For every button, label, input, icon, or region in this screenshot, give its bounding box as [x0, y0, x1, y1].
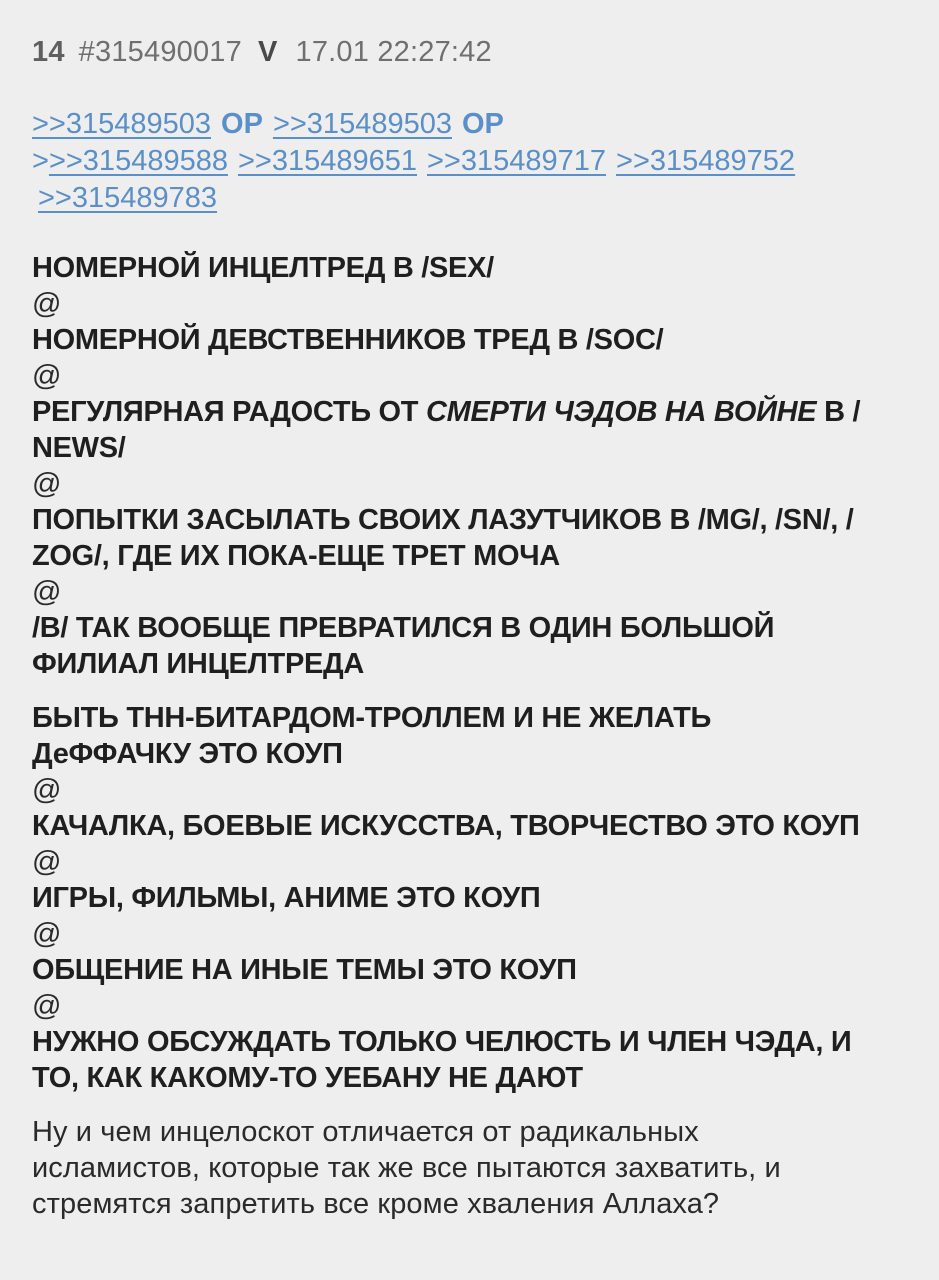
- paragraph-gap: [32, 682, 907, 700]
- at-separator: @: [32, 468, 62, 500]
- body-line: ИГРЫ, ФИЛЬМЫ, АНИМЕ ЭТО КОУП: [32, 882, 541, 914]
- reply-link[interactable]: >>315489503: [272, 108, 452, 140]
- reply-links: [32, 106, 892, 217]
- reply-line-3: [32, 180, 892, 217]
- body-line: ДеФФАЧКУ ЭТО КОУП: [32, 738, 343, 770]
- reply-stray-marker: >: [32, 145, 49, 177]
- at-separator: @: [32, 774, 62, 806]
- at-separator: @: [32, 576, 62, 608]
- reply-link[interactable]: >>315489588: [48, 145, 228, 177]
- at-separator: @: [32, 846, 62, 878]
- reply-link[interactable]: >>315489752: [616, 145, 796, 177]
- post-body: [32, 250, 907, 1222]
- body-line: ФИЛИАЛ ИНЦЕЛТРЕДА: [32, 648, 365, 680]
- at-separator: @: [32, 918, 62, 950]
- at-separator: @: [32, 990, 62, 1022]
- body-line: НОМЕРНОЙ ИНЦЕЛТРЕД В /SEX/: [32, 252, 494, 284]
- body-line: БЫТЬ ТНН-БИТАРДОМ-ТРОЛЛЕМ И НЕ ЖЕЛАТЬ: [32, 702, 712, 734]
- reply-link[interactable]: >>315489503: [32, 108, 212, 140]
- at-separator: @: [32, 360, 62, 392]
- reply-link[interactable]: >>315489717: [427, 145, 607, 177]
- body-text: В /: [816, 396, 861, 428]
- body-italic-text: СМЕРТИ ЧЭДОВ НА ВОЙНЕ: [425, 396, 817, 428]
- body-line: ZOG/, ГДЕ ИХ ПОКА-ЕЩЕ ТРЕТ МОЧА: [32, 540, 560, 572]
- body-line: /B/ ТАК ВООБЩЕ ПРЕВРАТИЛСЯ В ОДИН БОЛЬШОЙ: [32, 612, 775, 644]
- op-tag: OP: [221, 108, 263, 140]
- body-text: РЕГУЛЯРНАЯ РАДОСТЬ ОТ: [32, 396, 426, 428]
- caps-block-2: [32, 700, 907, 1096]
- reply-link[interactable]: >>315489783: [38, 182, 218, 214]
- body-line: КАЧАЛКА, БОЕВЫЕ ИСКУССТВА, ТВОРЧЕСТВО ЭТО КОУП: [32, 810, 860, 842]
- body-line: стремятся запретить все кроме хваления Аллаха?: [32, 1188, 720, 1220]
- post-header: [32, 36, 909, 76]
- body-line: NEWS/: [32, 432, 126, 464]
- body-line: ПОПЫТКИ ЗАСЫЛАТЬ СВОИХ ЛАЗУТЧИКОВ В /MG/, /SN/, /: [32, 504, 854, 536]
- reply-line-1: [32, 106, 892, 143]
- body-line: ОБЩЕНИЕ НА ИНЫЕ ТЕМЫ ЭТО КОУП: [32, 954, 577, 986]
- op-tag: OP: [461, 108, 504, 140]
- post-number[interactable]: #315490017: [78, 36, 242, 68]
- at-separator: @: [32, 288, 62, 320]
- verified-mark-icon: V: [257, 36, 278, 68]
- caps-block-1: [32, 250, 907, 682]
- post-index: 14: [32, 36, 65, 68]
- body-line: НОМЕРНОЙ ДЕВСТВЕННИКОВ ТРЕД В /SOC/: [32, 324, 664, 356]
- body-line: Ну и чем инцелоскот отличается от радикальных: [32, 1116, 699, 1148]
- reply-link[interactable]: >>315489651: [237, 145, 417, 177]
- body-line: [32, 394, 907, 430]
- post-date: 17.01 22:27:42: [295, 36, 492, 68]
- body-line: НУЖНО ОБСУЖДАТЬ ТОЛЬКО ЧЕЛЮСТЬ И ЧЛЕН ЧЭДА, И: [32, 1026, 852, 1058]
- reply-line-2: [32, 143, 892, 180]
- body-line: исламистов, которые так же все пытаются захватить, и: [32, 1152, 781, 1184]
- body-line: ТО, КАК КАКОМУ-ТО УЕБАНУ НЕ ДАЮТ: [32, 1062, 583, 1094]
- closing-paragraph: [32, 1114, 907, 1222]
